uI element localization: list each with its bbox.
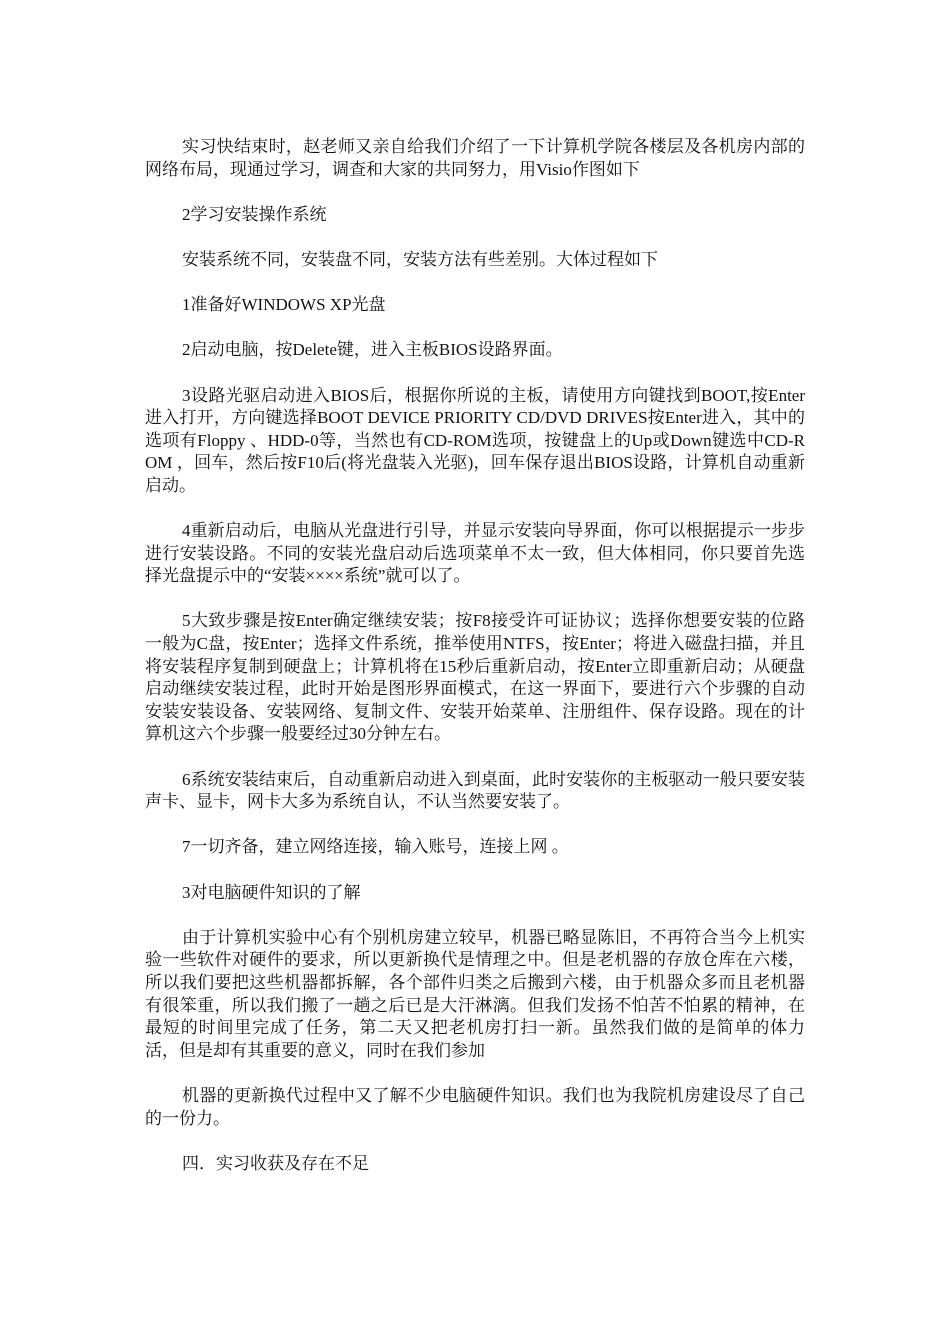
step-7-network: 7一切齐备，建立网络连接，输入账号，连接上网 。 [182,837,569,857]
section-heading-gains-shortcomings: 四．实习收获及存在不足 [182,1153,369,1173]
document-body [145,136,805,1198]
step-2-enter-bios: 2启动电脑，按Delete键，进入主板BIOS设路界面。 [182,340,563,360]
step-1-prepare-disc: 1准备好WINDOWS XP光盘 [182,295,386,315]
step-5-install-process: 5大致步骤是按Enter确定继续安装；按F8接受许可证协议；选择你想要安装的位路一般为C盘，按Enter；选择文件系统，推举使用NTFS，按Enter；将进入磁盘扫描，并且将安装程序复制到硬盘上；计算机将在15秒后重新启动，按Enter立即重新启动；从硬盘启动继续安装过程，此时开始是图形界面模式，在这一界面下，要进行六个步骤的自动安装安装设备、安装网络、复制文件、安装开始菜单、注册组件、保存设路。现在的计算机这六个步骤一般要经过30分钟左右。 [145,611,805,744]
step-4-reboot-wizard: 4重新启动后，电脑从光盘进行引导，并显示安装向导界面，你可以根据提示一步步进行安装设路。不同的安装光盘启动后选项菜单不太一致，但大体相同，你只要首先选择光盘提示中的“安装××××系统”就可以了。 [145,521,805,586]
step-6-drivers: 6系统安装结束后，自动重新启动进入到桌面，此时安装你的主板驱动一般只要安装声卡、显卡，网卡大多为系统自认，不认当然要安装了。 [145,769,805,812]
paragraph-install-overview: 安装系统不同，安装盘不同，安装方法有些差别。大体过程如下 [182,249,658,269]
paragraph-hardware-knowledge: 机器的更新换代过程中又了解不少电脑硬件知识。我们也为我院机房建设尽了自己的一份力。 [145,1085,805,1128]
paragraph-network-layout-intro: 实习快结束时，赵老师又亲自给我们介绍了一下计算机学院各楼层及各机房内部的网络布局，现通过学习，调查和大家的共同努力，用Visio作图如下 [145,137,805,179]
step-3-set-boot-device: 3设路光驱启动进入BIOS后，根据你所说的主板，请使用方向键找到BOOT,按Enter进入打开，方向键选择BOOT DEVICE PRIORITY CD/DVD DRIVES按Enter进入，其中的选项有Floppy 、HDD-0等，当然也有CD-ROM选项，按键盘上的Up或Down键选中CD-ROM ，回车，然后按F10后(将光盘装入光驱)，回车保存退出BIOS设路，计算机自动重新启动。 [145,385,805,495]
paragraph-hardware-upgrade: 由于计算机实验中心有个别机房建立较早，机器已略显陈旧，不再符合当今上机实验一些软件对硬件的要求，所以更新换代是情理之中。但是老机器的存放仓库在六楼，所以我们要把这些机器都拆解，各个部件归类之后搬到六楼，由于机器众多而且老机器有很笨重，所以我们搬了一趟之后已是大汗淋漓。但我们发扬不怕苦不怕累的精神，在最短的时间里完成了任务，第二天又把老机房打扫一新。虽然我们做的是简单的体力活，但是却有其重要的意义，同时在我们参加 [145,927,805,1060]
section-heading-hardware: 3对电脑硬件知识的了解 [182,882,361,902]
section-heading-os-install: 2学习安装操作系统 [182,204,327,224]
